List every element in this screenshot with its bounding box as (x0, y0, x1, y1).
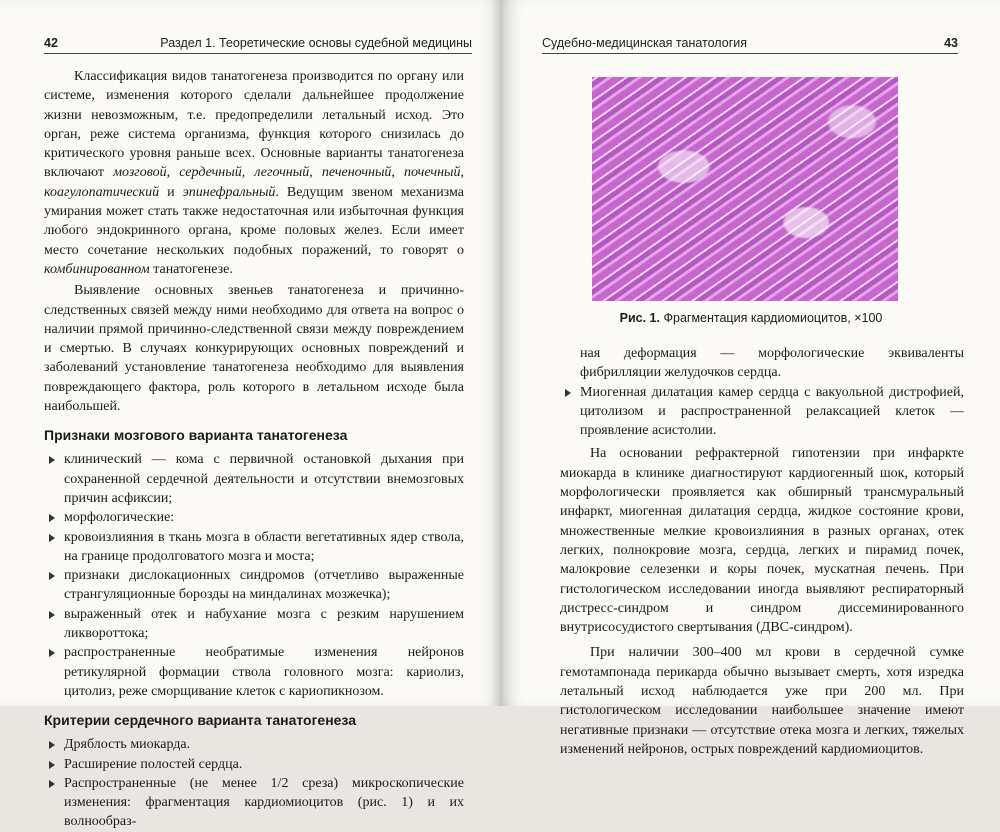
running-head-left: Раздел 1. Теоретические основы судебной медицины (160, 36, 472, 50)
bullet-arrow-icon (49, 761, 55, 769)
paragraph-classification (44, 67, 464, 279)
bullet-arrow-icon (49, 649, 55, 657)
page-number-right: 43 (944, 36, 958, 50)
paragraph-cardiogenic-shock: На основании рефрактерной гипотензии при инфаркте миокарда в клинике диагностируют кардиогенный шок, который морфологически проявляется как обширный трансмуральный инфаркт, миогенная дилатация сердца, жидкое состояние крови, множественные мелкие кровоизлияния в разных органах, отек легких, полнокровие мозга, сердца, легких и пирамид почек, малокровие селезенки и коры почек, мускатная печень. При гистологическом исследовании иногда выявляют респираторный дистресс-синдром и синдром диссеминированного внутрисосудистого свертывания (ДВС-синдром). (560, 446, 964, 636)
figure-caption-text: Фрагментация кардиомиоцитов, ×100 (663, 311, 883, 325)
para1-text-a: Классификация видов танатогенеза производится по органу или системе, изменения которого сделали дальнейшее продолжение жизни невозможным, т.е. предопределили летальный исход. Это орган, реже система организма, функция которого снизилась до критического уровня раньше всех. Основные варианты танатогенеза включают (44, 69, 464, 181)
paragraph-hemotamponade: При наличии 300–400 мл крови в сердечной сумке гемотампонада перикарда обычно вызывает смерть, хотя изредка летальный исход наблюдается уже при 200 мл. При гистологическом исследовании наибольшее значение имеют негативные признаки — отсутствие отека мозга и легких, тяжелых изменений нейронов, острых повреждений кардиомиоцитов. (560, 645, 964, 757)
bullet-arrow-icon (49, 534, 55, 542)
list-item: выраженный отек и набухание мозга с резким нарушением ликвороттока; (44, 605, 464, 644)
list-item: Расширение полостей сердца. (44, 755, 464, 774)
page-number-left: 42 (44, 36, 58, 50)
header-rule-right (542, 53, 958, 54)
micrograph-cardiomyocytes (592, 77, 898, 301)
para1-italic-combined: комбинированном (44, 261, 150, 277)
para1-text-g: танатогенезе. (149, 261, 233, 277)
figure-label: Рис. 1. (619, 311, 660, 325)
bullet-arrow-icon (565, 389, 571, 397)
bullet-arrow-icon (49, 572, 55, 580)
right-page (502, 0, 1000, 757)
list-item: распространенные необратимые изменения нейронов ретикулярной формации ствола головного мозга: кариолиз, цитолиз, реже сморщивание клеток с кариопикнозом. (44, 643, 464, 701)
running-head-right: Судебно-медицинская танатология (542, 36, 747, 50)
para1-italic-variants: мозговой, сердечный, легочный, печеночный, почечный, коагулопатический (44, 165, 464, 200)
left-body (44, 67, 464, 832)
list-cardiac-criteria (44, 735, 464, 831)
list-cardiac-continued (560, 383, 964, 441)
figure-caption (502, 311, 1000, 325)
list-item: морфологические: (44, 508, 464, 527)
list-item: клинический — кома с первичной остановкой дыхания при сохраненной сердечной деятельности и отсутствии внемозговых причин асфиксии; (44, 450, 464, 508)
right-body (560, 344, 964, 759)
list-item: Распространенные (не менее 1/2 среза) микроскопические изменения: фрагментация кардиомиоцитов (рис. 1) и их волнообраз- (44, 774, 464, 832)
list-item: Миогенная дилатация камер сердца с вакуольной дистрофией, цитолизом и распространенной релаксацией клеток — проявление асистолии. (560, 383, 964, 441)
heading-brain-variant: Признаки мозгового варианта танатогенеза (44, 427, 348, 444)
list-continuation: ная деформация — морфологические эквиваленты фибрилляции желудочков сердца. (580, 346, 964, 381)
list-brain-signs (44, 450, 464, 701)
list-item: признаки дислокационных синдромов (отчетливо выраженные странгуляционные борозды на миндалинах мозжечка); (44, 566, 464, 605)
para1-text-c: и (159, 184, 183, 200)
heading-cardiac-variant: Критерии сердечного варианта танатогенеза (44, 712, 356, 729)
bullet-arrow-icon (49, 611, 55, 619)
para1-text-e: . Ведущим звеном механизма умирания может стать также недостаточная или избыточная функция любого эндокринного органа, кроме половых желез. Если имеет место сочетание нескольких подобных поражений, то говорят о (44, 184, 464, 258)
list-item: Дряблость миокарда. (44, 735, 464, 754)
bullet-arrow-icon (49, 780, 55, 788)
bullet-arrow-icon (49, 456, 55, 464)
para1-italic-epinephral: эпинефральный (182, 184, 276, 200)
bullet-arrow-icon (49, 514, 55, 522)
list-item: кровоизлияния в ткань мозга в области вегетативных ядер ствола, на границе продолговатого мозга и моста; (44, 528, 464, 567)
bullet-arrow-icon (49, 741, 55, 749)
header-rule-left (44, 53, 472, 54)
paragraph-identification: Выявление основных звеньев танатогенеза и причинно-следственных связей между ними необходимо для ответа на вопрос о наличии прямой причинно-следственной связи между повреждением и смертью. В случаях конкурирующих основных повреждений и заболеваний установление танатогенеза необходимо для выявления повреждающего фактора, роль которого в летальном исходе была наибольшей. (44, 283, 464, 415)
